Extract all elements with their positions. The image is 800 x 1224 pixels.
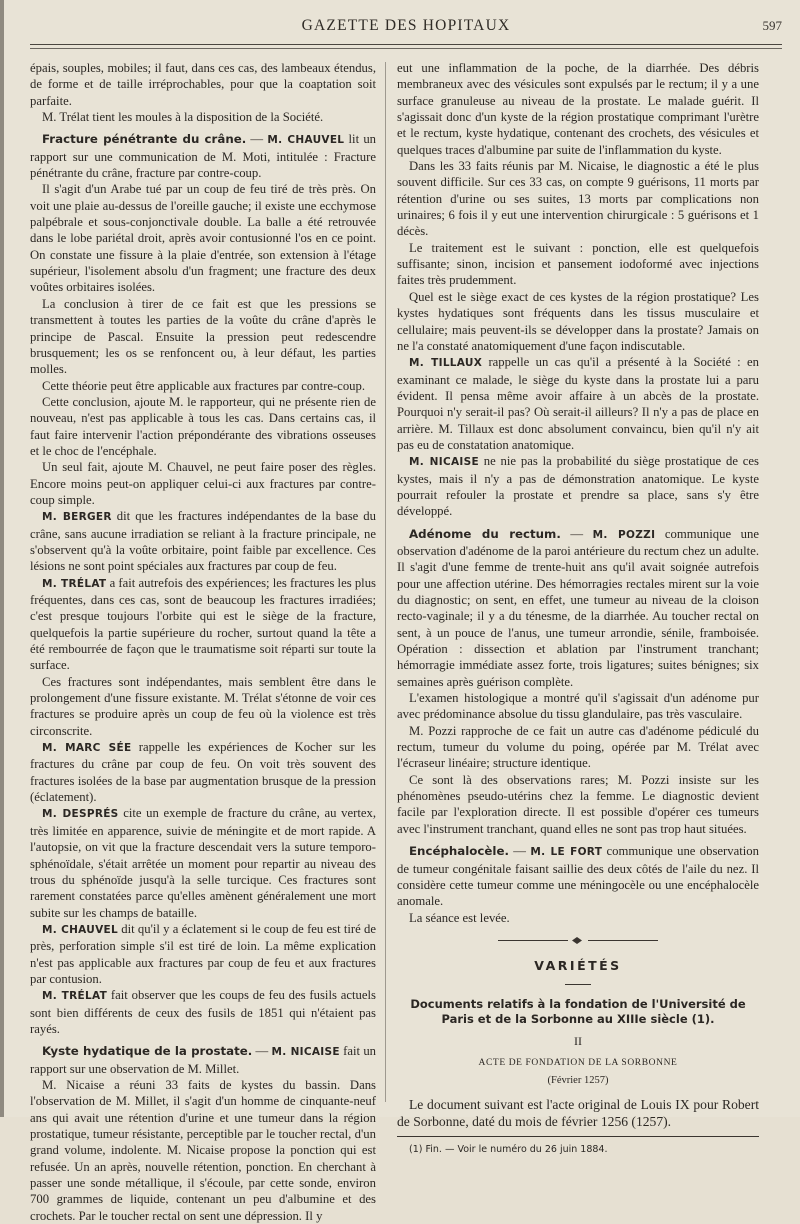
paragraph-heading: Encéphalocèle. xyxy=(409,844,509,859)
section-small-rule xyxy=(565,984,591,985)
paragraph-text: épais, souples, mobiles; il faut, dans ces cas, des lambeaux étendus, de forme et de taille irréprochables, pour que la coaptation soit parfaite. xyxy=(30,61,376,108)
paragraph-text: Dans les 33 faits réunis par M. Nicaise, le diagnostic a été le plus souvent difficile. Sur ces 33 cas, on compte 9 guérisons, 11 morts par rétention d'urine ou ses suites, 13 morts par complications non urinaires; 6 fois il y eut une intervention chirurgicale : 5 guérisons et 1 décès. xyxy=(397,159,759,239)
paragraph xyxy=(30,987,376,1037)
paragraph-text: La séance est levée. xyxy=(409,910,510,925)
paragraph xyxy=(30,575,376,674)
speaker-name: M. LE FORT xyxy=(530,846,603,859)
paragraph-text: communique une observation d'adénome de la paroi antérieure du rectum chez un adulte. Il s'agit d'une femme de trente-huit ans qu'il avait soignée autrefois pour une affection utérine. Des hémorragies rectales mirent sur la voie du diagnostic; on sent, en effet, une tumeur au niveau de la cloison recto-vaginale; il y a du ténesme, de la diarrhée. Au toucher rectal on sent, à un pouce de l'anus, une tumeur arrondie, sénile, framboisée. Opération : dissection et ablation par l'instrument tranchant; hémorragie immédiate assez forte, trois ligatures; suites bénignes; six semaines après guérison complète. xyxy=(397,526,759,689)
paragraph-text: Il s'agit d'un Arabe tué par un coup de feu tiré de très près. On voit une plaie au-dessus de l'oreille gauche; il existe une ecchymose palpébrale et sous-conjonctivale double. La balle a été retrouvée dans le lobe pariétal droit, après avoir contusionné l'os en ce point. On constate une fissure à la plaie d'entrée, son extension à l'étage supérieur, l'isolement absolu d'un fragment; une fracture des deux voûtes orbitaires isolées. xyxy=(30,182,376,295)
ornament-line-left xyxy=(498,940,568,941)
paragraph-text: cite un exemple de fracture du crâne, au vertex, très limitée en apparence, suivie de méningite et de mort rapide. A l'autopsie, on vit que la fracture descendait vers la suture temporo-sphénoïdale, s'était arrêtée un moment pour repartir au niveau des trous du sphénoïde jusqu'à la selle turcique. Ces fractures sont rarement constatées parce qu'elles amènent généralement une mort subite sur les champs de bataille. xyxy=(30,806,376,920)
paragraph xyxy=(30,739,376,805)
paragraph xyxy=(397,453,759,519)
section-title-varietes: VARIÉTÉS xyxy=(534,957,622,973)
paragraph xyxy=(30,60,376,109)
paragraph xyxy=(30,181,376,295)
paragraph xyxy=(397,690,759,723)
header-double-rule xyxy=(30,44,782,49)
paragraph xyxy=(30,805,376,920)
journal-title: GAZETTE DES HOPITAUX xyxy=(301,17,511,34)
paragraph xyxy=(30,1077,376,1224)
paragraph-text: Un seul fait, ajoute M. Chauvel, ne peut faire poser des règles. Encore moins peut-on appliquer celui-ci aux fractures par contre-coup simple. xyxy=(30,460,376,507)
paragraph-text: a fait autrefois des expériences; les fractures les plus fréquentes, dans ces cas, sont de beaucoup les fractures irradiées; c'est presque toujours l'orbite qui est le siège de la fracture, quelquefois la partie supérieure du rocher, surtout quand la tête a été rembourrée de façon que le traumatisme soit réparti sur toute la surface. xyxy=(30,575,376,673)
paragraph-heading: Fracture pénétrante du crâne. xyxy=(42,132,247,147)
paragraph: Fracture pénétrante du crâne. — M. CHAUVEL lit un rapport sur une communication de M. Moti, intitulée : Fracture pénétrante du crâne, fracture par contre-coup. xyxy=(30,132,377,181)
paragraph-text: Quel est le siège exact de ces kystes de la région prostatique? Les kystes hydatiques sont fréquents dans les tissus musculaire et cellulaire; mais peuvent-ils se développer dans la prostate? Jamais on ne l'a constaté anatomiquement d'une façon indiscutable. xyxy=(397,289,759,353)
paragraph-text: fait un rapport sur une observation de M. Millet. xyxy=(30,1044,377,1076)
document-lead-paragraph: Le document suivant est l'acte original de Louis IX pour Robert de Sorbonne, daté du mois de février 1256 (1257). xyxy=(397,1097,759,1130)
ornament-line-right xyxy=(588,940,658,941)
paragraph xyxy=(30,394,376,459)
paragraph-text: Le traitement est le suivant : ponction, elle est quelquefois suffisante; sinon, incision et pansement iodoformé avec injections faites très prudemment. xyxy=(397,240,759,288)
paragraph xyxy=(397,723,759,772)
speaker-name: M. TILLAUX xyxy=(409,357,483,370)
paragraph: Adénome du rectum. — M. POZZI communique une observation d'adénome de la paroi antérieure du rectum chez un adulte. Il s'agit d'une femme de trente-huit ans qu'il avait soignée autrefois pour une affection utérine. Des hémorragies rectales mirent sur la voie du diagnostic; on sent, en effet, une tumeur au niveau de la cloison recto-vaginale; il y a du ténesme, de la diarrhée. Au toucher rectal on sent, à un pouce de l'anus, une tumeur arrondie, sénile, framboisée. Opération : dissection et ablation par l'instrument tranchant; hémorragie immédiate assez forte, trois ligatures; suites bénignes; six semaines après guérison complète. xyxy=(397,526,759,689)
speaker-name: M. NICAISE xyxy=(409,456,479,469)
paragraph-text: Ces fractures sont indépendantes, mais semblent être dans le prolongement d'une fissure existante. M. Trélat s'étonne de voir ces fractures se produire après un coup de feu où la violence est très circonscrite. xyxy=(30,674,376,738)
speaker-name: M. CHAUVEL xyxy=(267,134,345,147)
paragraph-text: L'examen histologique a montré qu'il s'agissait d'un adénome pur avec prédominance absolue du tissu glandulaire, pas très vasculaire. xyxy=(397,691,759,722)
speaker-name: M. CHAUVEL xyxy=(42,923,118,936)
speaker-name: M. NICAISE xyxy=(271,1046,340,1059)
paragraph xyxy=(397,240,759,289)
paragraph-text: La conclusion à tirer de ce fait est que les pressions se transmettent à toutes les parties de la voûte du crâne d'après le principe de Pascal. Ensuite la pression peut redescendre brusquement; les os se renfoncent ou, à leur défaut, les parties molles. xyxy=(30,296,376,377)
paragraph xyxy=(30,508,376,574)
paragraph-text: eut une inflammation de la poche, de la diarrhée. Des débris membraneux avec des vésicules sont expulsés par le rectum; il y a une surface granuleuse au niveau de la prostate. Le malade guérit. Il s'agissait donc d'un kyste de la région prostatique comprimant l'urètre et le rectum, kyste hydatique, contenant des crochets, des vésicules et quelques traces d'albumine par suite de l'inflammation du kyste. xyxy=(397,61,759,157)
paragraph xyxy=(30,296,376,378)
speaker-name: M. POZZI xyxy=(592,528,656,541)
paragraph-text: M. Trélat tient les moules à la disposition de la Société. xyxy=(42,110,324,125)
paragraph-text: Cette conclusion, ajoute M. le rapporteur, qui ne présente rien de nouveau, n'est pas applicable à tous les cas. Dans certains cas, il faut faire intervenir l'action prépondérante des vibrations osseuses et le choc de l'encéphale. xyxy=(30,394,376,458)
page-edge-shadow xyxy=(0,0,4,1117)
column-divider xyxy=(385,62,386,1102)
paragraph-text: lit un rapport sur une communication de M. Moti, intitulée : Fracture pénétrante du crâne, fracture par contre-coup. xyxy=(30,132,377,181)
section-ornament xyxy=(498,936,658,946)
act-title: ACTE DE FONDATION DE LA SORBONNE xyxy=(478,1057,678,1068)
paragraph xyxy=(397,60,759,158)
speaker-name: M. MARC SÉE xyxy=(42,742,132,755)
document-title: Documents relatifs à la fondation de l'Université de Paris et de la Sorbonne au XIIIe siècle (1). xyxy=(410,997,746,1027)
right-column-text xyxy=(397,60,759,926)
paragraph-text: communique une observation de tumeur congénitale faisant saillie des deux côtés de l'aile du nez. Il considère cette tumeur comme une méningocèle ou une encéphalocèle anomale. xyxy=(397,844,759,909)
paragraph xyxy=(30,378,376,394)
paragraph xyxy=(30,109,376,125)
act-date: (Février 1257) xyxy=(547,1074,609,1086)
paragraph-text: Ce sont là des observations rares; M. Pozzi insiste sur les phénomènes pseudo-utérins chez la femme. Le diagnostic devient facile par l'exploration directe. Il est possible d'opérer ces tumeurs avec l'instrument tranchant, quand elles ne sont pas trop haut situées. xyxy=(397,772,759,836)
paragraph xyxy=(397,772,759,837)
paragraph xyxy=(30,459,376,508)
speaker-name: M. TRÉLAT xyxy=(42,577,107,590)
paragraph-text: M. Nicaise a réuni 33 faits de kystes du bassin. Dans l'observation de M. Millet, il s'agit d'un homme de cinquante-neuf ans qui avait une rétention d'urine et une tumeur dans la région prostatique, tumeur résistante, perceptible par le toucher rectal, d'un grand volume, indolente. M. Nicaise propose la ponction qui est refusée. Un an après, nouvelle rétention, ponction. En cherchant à passer une sonde métallique, il s'écoule, par cette sonde, environ 700 grammes de liquide, contenant un peu d'albumine et des crochets. Par le toucher rectal on sent une dépression. Il y xyxy=(30,1077,376,1223)
paragraph-text: Cette théorie peut être applicable aux fractures par contre-coup. xyxy=(42,378,366,393)
paragraph-text: dit qu'il y a éclatement si le coup de feu est tiré de près, perforation simple s'il est tiré de loin. La même explication n'est pas applicable aux fractures par coup de feu et aux fractures par contusion. xyxy=(30,921,376,986)
footnote: (1) Fin. — Voir le numéro du 26 juin 1884. xyxy=(409,1144,608,1156)
paragraph-heading: Adénome du rectum. xyxy=(409,526,561,541)
paragraph-text: ne nie pas la probabilité du siège prostatique de ces kystes, mais il n'y a pas de démonstration anatomique. Le kyste pourrait refouler la prostate et prendre sa place, sans s'y être développé. xyxy=(397,454,759,519)
paragraph: Kyste hydatique de la prostate. — M. NICAISE fait un rapport sur une observation de M. Millet. xyxy=(30,1044,377,1076)
paragraph xyxy=(30,674,376,739)
running-header xyxy=(30,17,782,39)
left-column xyxy=(30,60,376,1224)
document-number: II xyxy=(574,1034,582,1049)
right-column xyxy=(397,60,759,1159)
paragraph xyxy=(397,289,759,354)
paragraph-text: fait observer que les coups de feu des fusils actuels sont bien différents de ceux des fusils de 1851 qui n'étaient pas rayés. xyxy=(30,988,376,1036)
speaker-name: M. DESPRÉS xyxy=(42,808,119,821)
speaker-name: M. BERGER xyxy=(42,511,112,524)
paragraph: Encéphalocèle. — M. LE FORT communique une observation de tumeur congénitale faisant saillie des deux côtés de l'aile du nez. Il considère cette tumeur comme une méningocèle ou une encéphalocèle anomale. xyxy=(397,844,759,909)
page-number: 597 xyxy=(762,18,782,33)
paragraph xyxy=(397,910,759,926)
paragraph xyxy=(397,158,759,240)
paragraph-text: M. Pozzi rapproche de ce fait un autre cas d'adénome pédiculé du rectum, tumeur du volume du poing, opérée par M. Trélat avec l'écraseur linéaire; structure identique. xyxy=(397,723,759,771)
footnote-rule xyxy=(397,1136,759,1137)
speaker-name: M. TRÉLAT xyxy=(42,990,108,1003)
paragraph-text: rappelle un cas qu'il a présenté à la Société : en examinant ce malade, le siège du kyste dans la prostate lui a paru évident. Il pensa même avoir affaire à un abcès de la prostate. Pourquoi n'y serait-il pas? Où serait-il ailleurs? Il n'y a pas de place en arrière. M. Tillaux est donc absolument convaincu, bien qu'il n'y ait pas eu de constatation anatomique. xyxy=(397,355,759,452)
paragraph xyxy=(30,921,376,987)
paragraph-text: dit que les fractures indépendantes de la base du crâne, sans aucune irradiation se reliant à la fracture principale, ne s'observent qu'à la voûte orbitaire, point faible par excellence. Ces lésions ne sont point spéciales aux fractures par coup de feu. xyxy=(30,509,376,574)
paragraph-heading: Kyste hydatique de la prostate. xyxy=(42,1044,253,1059)
paragraph xyxy=(397,354,759,453)
paragraph-text: rappelle les expériences de Kocher sur les fractures du crâne par coup de feu. On voit très souvent des fractures isolées de la base par augmentation brusque de la pression (éclatement). xyxy=(30,740,376,805)
ornament-diamond-icon xyxy=(572,937,582,944)
